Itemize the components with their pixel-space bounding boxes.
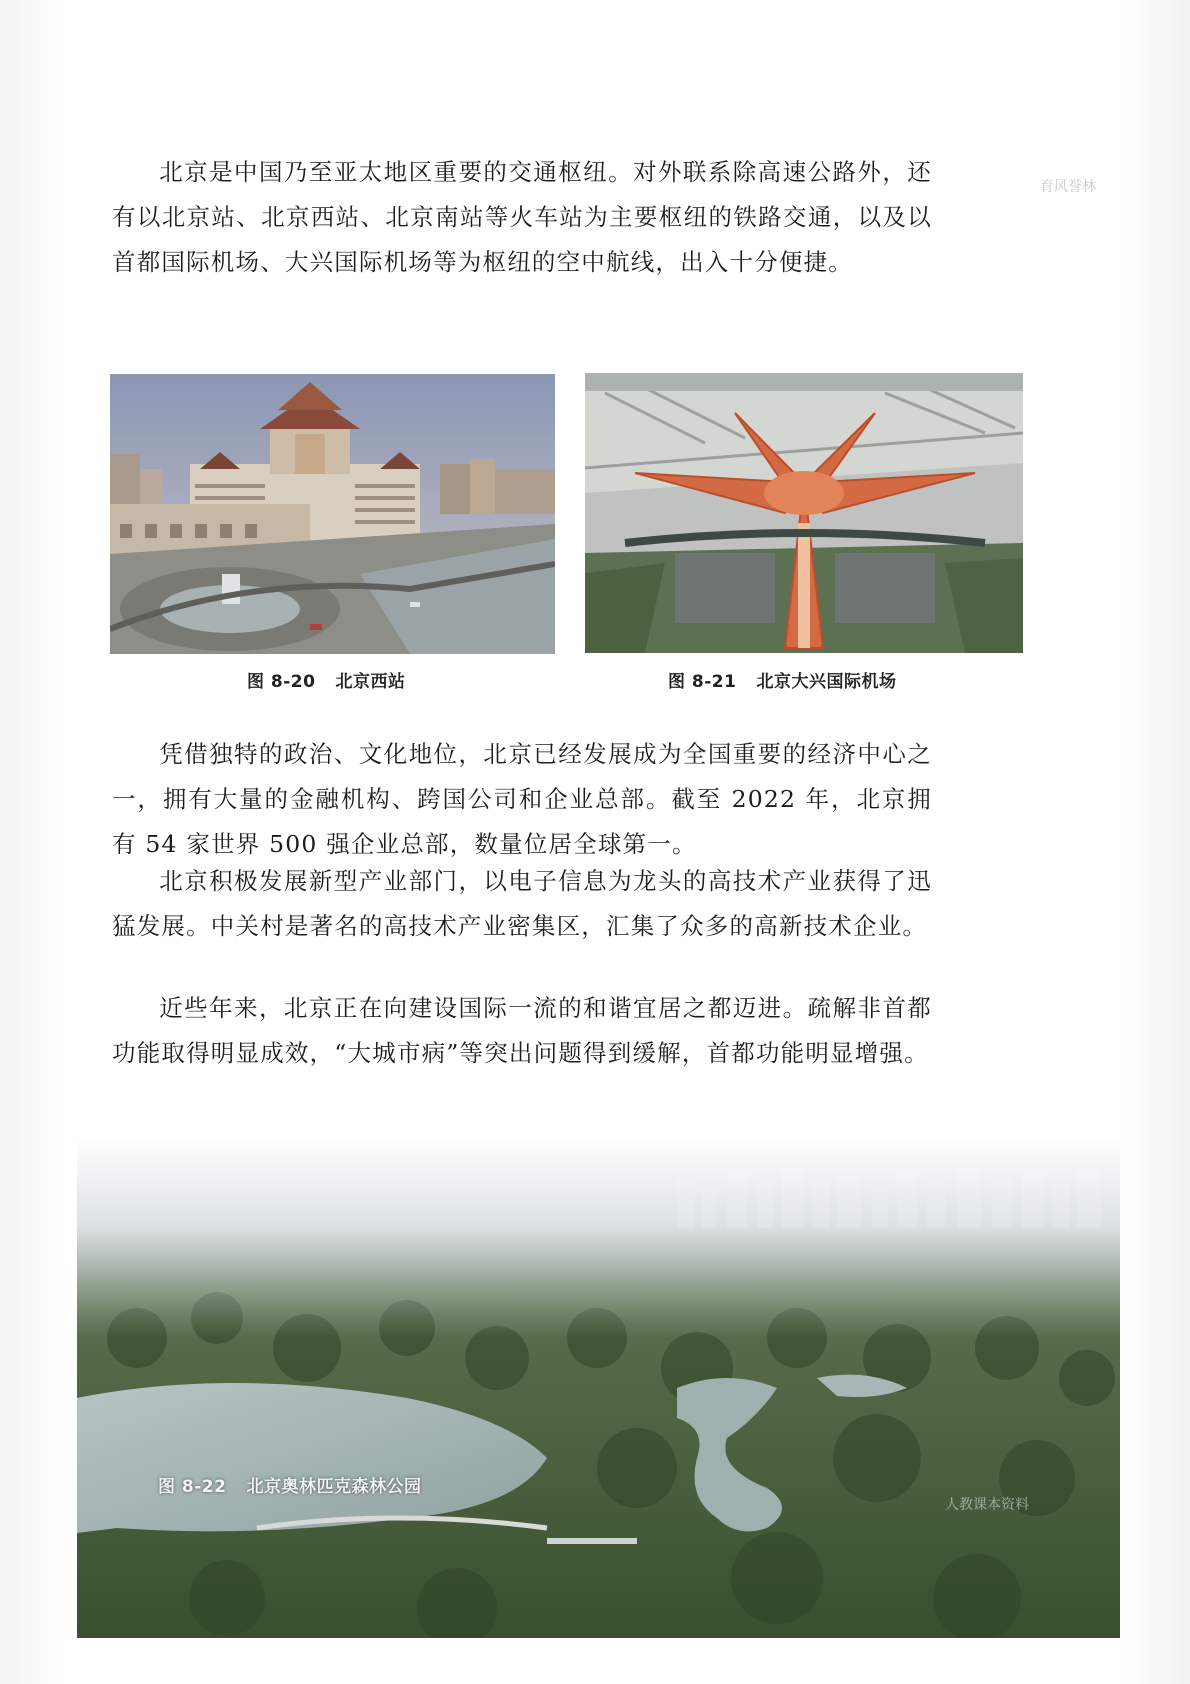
paragraph-livable-city-text: 近些年来，北京正在向建设国际一流的和谐宜居之都迈进。疏解非首都功能取得明显成效，“大城市病”等突出问题得到缓解，首都功能明显增强。 <box>112 994 932 1067</box>
beijing-west-station-photo <box>110 374 555 654</box>
watermark: 人教课本资料 <box>945 1497 1029 1513</box>
paragraph-transport-text: 北京是中国乃至亚太地区重要的交通枢纽。对外联系除高速公路外，还有以北京站、北京西站、北京南站等火车站为主要枢纽的铁路交通，以及以首都国际机场、大兴国际机场等为枢纽的空中航线，出入十分便捷。 <box>112 158 932 276</box>
figure-number: 图 8-22 <box>158 1477 227 1497</box>
paragraph-livable-city <box>112 986 932 1076</box>
olympic-forest-park-photo <box>77 1138 1120 1638</box>
paragraph-economy <box>112 732 932 867</box>
paragraph-transport <box>112 150 932 285</box>
paragraph-economy-text: 凭借独特的政治、文化地位，北京已经发展成为全国重要的经济中心之一，拥有大量的金融机构、跨国公司和企业总部。截至 2022 年，北京拥有 54 家世界 500 强企业总部，数量位居全球第一。 <box>112 740 932 858</box>
figure-caption <box>668 667 896 692</box>
figure-title: 北京大兴国际机场 <box>756 672 897 692</box>
watermark: 育风誉林 <box>1040 179 1096 195</box>
figure-caption <box>158 1472 421 1497</box>
figure-caption <box>247 667 405 692</box>
figure-number: 图 8-20 <box>247 672 316 692</box>
figure-title: 北京奥林匹克森林公园 <box>246 1477 422 1497</box>
paragraph-hightech-text: 北京积极发展新型产业部门，以电子信息为龙头的高技术产业获得了迅猛发展。中关村是著名的高技术产业密集区，汇集了众多的高新技术企业。 <box>112 867 932 940</box>
figure-number: 图 8-21 <box>668 672 737 692</box>
daxing-airport-photo <box>585 373 1023 653</box>
figure-title: 北京西站 <box>335 672 406 692</box>
paragraph-hightech <box>112 859 932 949</box>
